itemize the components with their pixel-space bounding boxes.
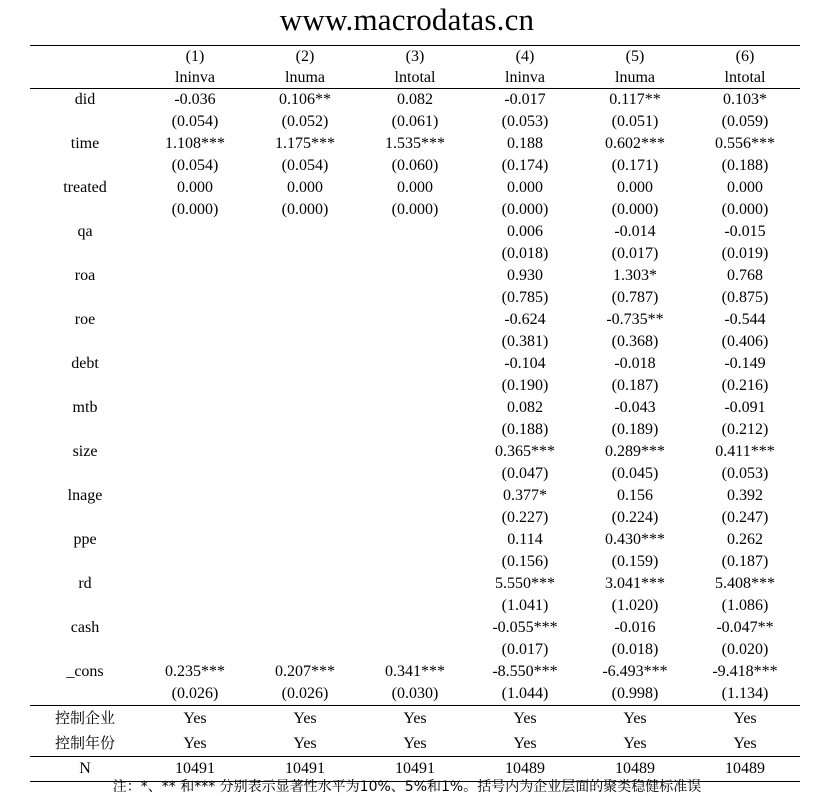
- coefficient-cell: 0.365***: [495, 443, 555, 460]
- standard-error-cell: (0.020): [721, 641, 769, 658]
- control-value: Yes: [470, 731, 580, 757]
- variable-label-spacer: [30, 639, 140, 661]
- variable-label: size: [72, 443, 98, 460]
- standard-error-cell: [360, 639, 470, 661]
- coefficient-row: [30, 133, 800, 155]
- variable-label: debt: [71, 355, 99, 372]
- coefficient-cell: -8.550***: [492, 663, 558, 680]
- coefficient-cell: 0.156: [617, 487, 653, 504]
- coefficient-row: [30, 485, 800, 507]
- standard-error-cell: (0.224): [611, 509, 659, 526]
- coefficient-cell: [250, 265, 360, 287]
- variable-label: lnage: [67, 487, 103, 504]
- standard-error-cell: (1.044): [470, 683, 580, 706]
- standard-error-row: [30, 507, 800, 529]
- standard-error-cell: (0.247): [721, 509, 769, 526]
- standard-error-row: [30, 375, 800, 397]
- control-label: 控制年份: [30, 731, 140, 757]
- standard-error-cell: [140, 243, 250, 265]
- standard-error-cell: [360, 375, 470, 397]
- standard-error-cell: [140, 639, 250, 661]
- coefficient-cell: -0.624: [504, 311, 546, 328]
- coefficient-cell: [250, 485, 360, 507]
- column-number: (1): [140, 46, 250, 68]
- standard-error-row: [30, 243, 800, 265]
- standard-error-cell: (0.188): [501, 421, 549, 438]
- variable-label: did: [30, 89, 140, 112]
- regression-table: [30, 45, 800, 782]
- standard-error-cell: (0.156): [501, 553, 549, 570]
- coefficient-cell: -0.015: [724, 223, 766, 240]
- control-label: 控制企业: [54, 709, 115, 727]
- observations-value: 10491: [250, 757, 360, 782]
- standard-error-cell: (1.134): [690, 683, 800, 706]
- control-row: [30, 706, 800, 732]
- coefficient-cell: [250, 309, 360, 331]
- coefficient-cell: [250, 397, 360, 419]
- dependent-variable-name: lninva: [505, 69, 545, 86]
- coefficient-cell: [360, 397, 470, 419]
- coefficient-cell: 0.430***: [605, 531, 665, 548]
- standard-error-cell: (0.000): [611, 201, 659, 218]
- column-number: (3): [360, 46, 470, 68]
- standard-error-cell: (0.187): [611, 377, 659, 394]
- coefficient-cell: -0.735**: [606, 311, 664, 328]
- standard-error-cell: [250, 331, 360, 353]
- variable-label-spacer: [30, 199, 140, 221]
- standard-error-cell: (0.030): [360, 683, 470, 706]
- standard-error-cell: [250, 551, 360, 573]
- regression-table-container: [30, 45, 800, 782]
- standard-error-cell: (0.000): [171, 201, 219, 218]
- dependent-variable-name: lnuma: [615, 69, 655, 86]
- standard-error-cell: (0.212): [721, 421, 769, 438]
- standard-error-cell: (1.020): [611, 597, 659, 614]
- coefficient-cell: 0.377*: [503, 487, 547, 504]
- variable-label-spacer: [30, 419, 140, 441]
- coefficient-cell: [250, 529, 360, 551]
- coefficient-cell: -0.047**: [716, 619, 774, 636]
- coefficient-cell: 0.392: [727, 487, 763, 504]
- variable-label-spacer: [30, 155, 140, 177]
- coefficient-cell: 0.000: [617, 179, 653, 196]
- coefficient-cell: 0.000: [397, 179, 433, 196]
- standard-error-cell: [360, 507, 470, 529]
- standard-error-row: [30, 199, 800, 221]
- header-row-numbers: [30, 46, 800, 68]
- coefficient-cell: [250, 617, 360, 639]
- coefficient-cell: -0.091: [724, 399, 766, 416]
- coefficient-cell: 0.235***: [165, 663, 225, 680]
- control-value: Yes: [183, 710, 207, 727]
- coefficient-cell: 0.082: [507, 399, 543, 416]
- standard-error-cell: [250, 419, 360, 441]
- standard-error-cell: (0.174): [501, 157, 549, 174]
- standard-error-cell: (0.998): [580, 683, 690, 706]
- coefficient-cell: 0.188: [507, 135, 543, 152]
- standard-error-row: [30, 639, 800, 661]
- variable-label-spacer: [30, 111, 140, 133]
- coefficient-cell: -0.149: [724, 355, 766, 372]
- dependent-variable-name: lninva: [175, 69, 215, 86]
- standard-error-cell: (0.045): [611, 465, 659, 482]
- standard-error-cell: (0.875): [721, 289, 769, 306]
- standard-error-cell: (0.026): [250, 683, 360, 706]
- dependent-variable-name: lnuma: [285, 69, 325, 86]
- standard-error-row: [30, 595, 800, 617]
- variable-label-spacer: [30, 463, 140, 485]
- standard-error-cell: (0.018): [501, 245, 549, 262]
- variable-label-spacer: [30, 683, 140, 706]
- observations-label: N: [30, 757, 140, 782]
- control-value: Yes: [360, 731, 470, 757]
- standard-error-cell: [140, 507, 250, 529]
- header-corner: [30, 46, 140, 68]
- standard-error-cell: [360, 331, 470, 353]
- control-value: Yes: [623, 710, 647, 727]
- coefficient-cell: [360, 529, 470, 551]
- column-number: (6): [690, 46, 800, 68]
- coefficient-cell: 0.411***: [715, 443, 775, 460]
- standard-error-cell: (0.019): [721, 245, 769, 262]
- standard-error-cell: (0.051): [611, 113, 659, 130]
- standard-error-cell: (1.041): [501, 597, 549, 614]
- standard-error-cell: (0.187): [721, 553, 769, 570]
- variable-label: mtb: [72, 399, 98, 416]
- standard-error-cell: (0.000): [721, 201, 769, 218]
- observations-value: 10489: [580, 757, 690, 782]
- standard-error-cell: (0.000): [501, 201, 549, 218]
- coefficient-cell: [360, 485, 470, 507]
- coefficient-cell: [360, 309, 470, 331]
- coefficient-cell: -0.104: [504, 355, 546, 372]
- standard-error-cell: (0.061): [391, 113, 439, 130]
- dependent-variable-name: lntotal: [724, 69, 766, 86]
- standard-error-cell: [360, 551, 470, 573]
- control-value: Yes: [690, 731, 800, 757]
- coefficient-row: [30, 661, 800, 683]
- coefficient-row: [30, 353, 800, 375]
- control-value: Yes: [293, 710, 317, 727]
- standard-error-cell: (0.159): [611, 553, 659, 570]
- coefficient-cell: 3.041***: [605, 575, 665, 592]
- standard-error-cell: [140, 419, 250, 441]
- standard-error-cell: [250, 507, 360, 529]
- standard-error-row: [30, 287, 800, 309]
- standard-error-row: [30, 463, 800, 485]
- standard-error-cell: (0.381): [501, 333, 549, 350]
- coefficient-cell: [140, 617, 250, 639]
- coefficient-cell: [360, 617, 470, 639]
- coefficient-cell: -0.544: [724, 311, 766, 328]
- variable-label: roa: [74, 267, 96, 284]
- standard-error-cell: [140, 595, 250, 617]
- observations-value: 10491: [140, 757, 250, 782]
- coefficient-cell: -0.016: [614, 619, 656, 636]
- coefficient-row: [30, 529, 800, 551]
- site-title: www.macrodatas.cn: [279, 2, 535, 37]
- observations-value: 10491: [360, 757, 470, 782]
- variable-label: rd: [78, 575, 92, 592]
- control-row: [30, 731, 800, 757]
- standard-error-cell: (0.188): [721, 157, 769, 174]
- observations-value: 10489: [470, 757, 580, 782]
- variable-label: roe: [74, 311, 96, 328]
- coefficient-row: [30, 177, 800, 199]
- coefficient-cell: [140, 397, 250, 419]
- coefficient-cell: [360, 441, 470, 463]
- standard-error-cell: (0.060): [391, 157, 439, 174]
- dependent-variable-name: lntotal: [394, 69, 436, 86]
- standard-error-row: [30, 331, 800, 353]
- coefficient-cell: 0.000: [727, 179, 763, 196]
- standard-error-cell: [360, 243, 470, 265]
- variable-label: cash: [70, 619, 100, 636]
- coefficient-cell: 1.535***: [385, 135, 445, 152]
- variable-label: time: [70, 135, 100, 152]
- coefficient-row: [30, 573, 800, 595]
- coefficient-cell: [140, 221, 250, 243]
- coefficient-cell: 1.108***: [165, 135, 225, 152]
- standard-error-cell: (0.054): [171, 113, 219, 130]
- standard-error-cell: [140, 375, 250, 397]
- coefficient-cell: 0.602***: [605, 135, 665, 152]
- standard-error-cell: (0.026): [140, 683, 250, 706]
- coefficient-cell: 0.000: [177, 179, 213, 196]
- standard-error-cell: [140, 331, 250, 353]
- variable-label-spacer: [30, 287, 140, 309]
- table-note: 注：*、** 和*** 分别表示显著性水平为10%、5%和1%。括号内为企业层面的聚类稳健标准误: [112, 779, 702, 795]
- header-corner: [30, 67, 140, 89]
- coefficient-cell: -0.017: [470, 89, 580, 112]
- standard-error-row: [30, 111, 800, 133]
- standard-error-cell: (0.047): [501, 465, 549, 482]
- standard-error-cell: [140, 551, 250, 573]
- coefficient-cell: 0.000: [287, 179, 323, 196]
- standard-error-cell: [250, 287, 360, 309]
- control-value: Yes: [140, 731, 250, 757]
- coefficient-cell: -9.418***: [712, 663, 778, 680]
- standard-error-cell: (0.189): [611, 421, 659, 438]
- coefficient-cell: -0.055***: [492, 619, 558, 636]
- coefficient-cell: [140, 353, 250, 375]
- coefficient-cell: [250, 441, 360, 463]
- coefficient-cell: 1.175***: [275, 135, 335, 152]
- standard-error-row: [30, 551, 800, 573]
- coefficient-cell: 0.106**: [250, 89, 360, 112]
- coefficient-cell: -0.018: [614, 355, 656, 372]
- coefficient-cell: 0.082: [360, 89, 470, 112]
- variable-label: _cons: [66, 663, 104, 680]
- variable-label-spacer: [30, 243, 140, 265]
- standard-error-cell: (0.785): [501, 289, 549, 306]
- coefficient-cell: [250, 573, 360, 595]
- standard-error-cell: (0.000): [391, 201, 439, 218]
- coefficient-cell: [140, 573, 250, 595]
- control-value: Yes: [250, 731, 360, 757]
- coefficient-cell: 1.303*: [613, 267, 657, 284]
- standard-error-cell: [140, 463, 250, 485]
- coefficient-cell: [140, 265, 250, 287]
- coefficient-cell: -0.014: [614, 223, 656, 240]
- variable-label-spacer: [30, 551, 140, 573]
- standard-error-row: [30, 155, 800, 177]
- coefficient-cell: [140, 529, 250, 551]
- standard-error-cell: (0.059): [721, 113, 769, 130]
- column-number: (5): [580, 46, 690, 68]
- coefficient-cell: -0.043: [614, 399, 656, 416]
- coefficient-cell: [360, 573, 470, 595]
- standard-error-cell: (0.017): [611, 245, 659, 262]
- coefficient-row: [30, 441, 800, 463]
- coefficient-cell: 0.341***: [385, 663, 445, 680]
- coefficient-cell: [250, 353, 360, 375]
- coefficient-cell: [360, 221, 470, 243]
- column-number: (4): [470, 46, 580, 68]
- variable-label: qa: [77, 223, 93, 240]
- coefficient-cell: [360, 353, 470, 375]
- coefficient-cell: 5.550***: [495, 575, 555, 592]
- coefficient-cell: 0.262: [727, 531, 763, 548]
- standard-error-cell: (1.086): [721, 597, 769, 614]
- coefficient-cell: [140, 485, 250, 507]
- standard-error-cell: [140, 287, 250, 309]
- standard-error-cell: [250, 375, 360, 397]
- standard-error-cell: (0.018): [611, 641, 659, 658]
- standard-error-row: [30, 419, 800, 441]
- coefficient-cell: -6.493***: [602, 663, 668, 680]
- variable-label-spacer: [30, 507, 140, 529]
- standard-error-cell: (0.053): [501, 113, 549, 130]
- standard-error-cell: (0.017): [501, 641, 549, 658]
- standard-error-cell: [360, 287, 470, 309]
- coefficient-cell: 0.207***: [275, 663, 335, 680]
- coefficient-cell: 0.556***: [715, 135, 775, 152]
- coefficient-cell: 0.930: [507, 267, 543, 284]
- observations-value: 10489: [690, 757, 800, 782]
- standard-error-cell: [360, 595, 470, 617]
- coefficient-cell: [250, 221, 360, 243]
- coefficient-cell: 5.408***: [715, 575, 775, 592]
- standard-error-cell: (0.190): [501, 377, 549, 394]
- standard-error-cell: (0.054): [171, 157, 219, 174]
- variable-label-spacer: [30, 331, 140, 353]
- standard-error-cell: [360, 419, 470, 441]
- standard-error-cell: (0.406): [721, 333, 769, 350]
- coefficient-row: [30, 89, 800, 112]
- standard-error-row: [30, 683, 800, 706]
- standard-error-cell: (0.368): [611, 333, 659, 350]
- standard-error-cell: (0.053): [721, 465, 769, 482]
- coefficient-cell: 0.289***: [605, 443, 665, 460]
- standard-error-cell: (0.216): [721, 377, 769, 394]
- variable-label-spacer: [30, 375, 140, 397]
- standard-error-cell: (0.787): [611, 289, 659, 306]
- variable-label-spacer: [30, 595, 140, 617]
- standard-error-cell: (0.054): [281, 157, 329, 174]
- column-number: (2): [250, 46, 360, 68]
- coefficient-row: [30, 265, 800, 287]
- standard-error-cell: [250, 463, 360, 485]
- control-value: Yes: [733, 710, 757, 727]
- standard-error-cell: [250, 595, 360, 617]
- coefficient-cell: 0.117**: [580, 89, 690, 112]
- standard-error-cell: [250, 243, 360, 265]
- standard-error-cell: (0.227): [501, 509, 549, 526]
- table-body: [30, 46, 800, 782]
- coefficient-cell: -0.036: [140, 89, 250, 112]
- coefficient-cell: [140, 441, 250, 463]
- coefficient-cell: 0.103*: [690, 89, 800, 112]
- coefficient-row: [30, 221, 800, 243]
- coefficient-cell: 0.000: [507, 179, 543, 196]
- standard-error-cell: (0.000): [281, 201, 329, 218]
- coefficient-row: [30, 617, 800, 639]
- control-value: Yes: [403, 710, 427, 727]
- coefficient-row: [30, 397, 800, 419]
- coefficient-row: [30, 309, 800, 331]
- standard-error-cell: (0.052): [281, 113, 329, 130]
- control-value: Yes: [580, 731, 690, 757]
- coefficient-cell: 0.768: [727, 267, 763, 284]
- coefficient-cell: [360, 265, 470, 287]
- standard-error-cell: [360, 463, 470, 485]
- header-row-depvars: [30, 67, 800, 89]
- coefficient-cell: 0.114: [507, 531, 543, 548]
- variable-label: ppe: [73, 531, 97, 548]
- variable-label: treated: [63, 179, 107, 196]
- standard-error-cell: [250, 639, 360, 661]
- control-value: Yes: [513, 710, 537, 727]
- coefficient-cell: [140, 309, 250, 331]
- standard-error-cell: (0.171): [611, 157, 659, 174]
- coefficient-cell: 0.006: [507, 223, 543, 240]
